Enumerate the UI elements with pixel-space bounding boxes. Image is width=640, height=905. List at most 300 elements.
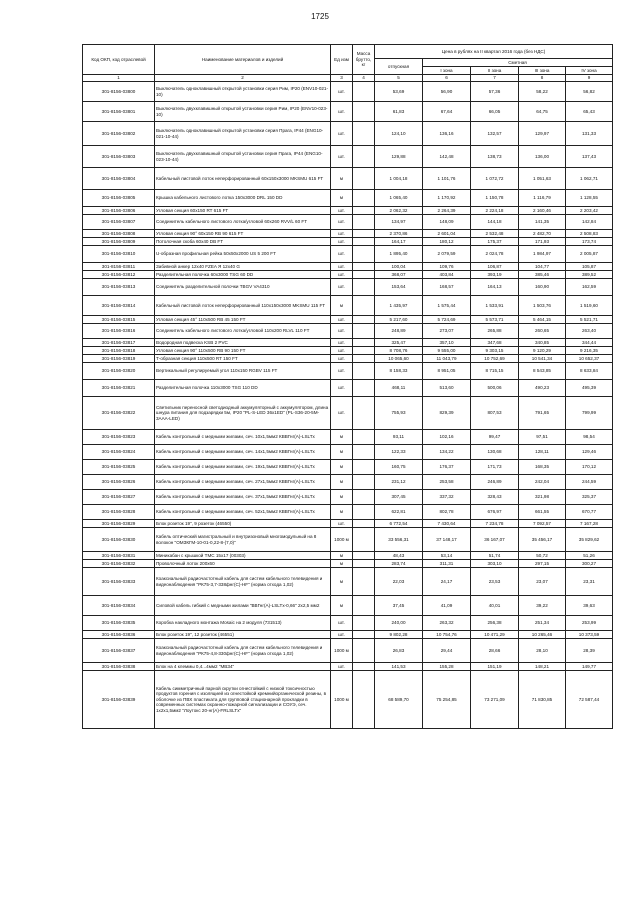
table-cell-zone1: 9 555,00	[423, 347, 471, 355]
table-cell-code: 301-8156-03830	[83, 528, 155, 552]
table-cell-release-price: 2 370,86	[375, 230, 423, 238]
table-cell-name: Кабель контрольный с медными жилами, сеч. 19х1,5мм2 КВВГнг(А)-LSLTx	[155, 460, 331, 475]
table-cell-zone2: 36 167,07	[471, 528, 519, 552]
table-cell-unit: м	[331, 596, 353, 616]
table-cell-mass	[353, 639, 375, 663]
table-cell-zone2: 1 072,72	[471, 168, 519, 190]
table-cell-release-price: 134,97	[375, 215, 423, 230]
table-cell-mass	[353, 490, 375, 505]
table-cell-name: Блок розеток 19", 9 розеток (46550)	[155, 520, 331, 528]
table-cell-zone1: 802,78	[423, 505, 471, 520]
table-cell-mass	[353, 631, 375, 639]
table-cell-zone3: 791,65	[519, 397, 566, 430]
table-cell-zone1: 24,17	[423, 568, 471, 596]
table-cell-zone2: 2 532,48	[471, 230, 519, 238]
table-cell-mass	[353, 380, 375, 397]
table-cell-name: Блок на 4 клеммы 0,4...4мм2 "МВЗ4"	[155, 663, 331, 671]
table-cell-code: 301-8156-03809	[83, 238, 155, 246]
table-cell-name: Коробка накладного монтажа Mosaic на 2 модуля (731513)	[155, 616, 331, 631]
table-cell-zone1: 253,58	[423, 475, 471, 490]
table-cell-code: 301-8156-03839	[83, 671, 155, 729]
table-row	[83, 263, 613, 271]
table-row	[83, 168, 613, 190]
table-cell-name: Миникабан с крышкой TMC 15х17 (00303)	[155, 552, 331, 560]
table-cell-zone3: 2 482,70	[519, 230, 566, 238]
table-cell-unit: шт.	[331, 146, 353, 168]
header-unit: Ед изм	[331, 45, 353, 75]
table-cell-unit: шт.	[331, 122, 353, 146]
table-cell-name: Светильник переносной светодиодный аккумуляторный с аккумулятором, длина шнура питания для подзарядки 5м, IP20 "PL-S-LED 36x1ED" (PL-S36-20-5M-3AAA-LED)	[155, 397, 331, 430]
table-cell-name: Кабельный листовой лоток неперфорированный 110х150х3000 MKSMU 115 FT	[155, 296, 331, 316]
table-cell-mass	[353, 568, 375, 596]
table-cell-zone2: 1 533,91	[471, 296, 519, 316]
table-cell-zone2: 171,73	[471, 460, 519, 475]
table-cell-name: Разделительная полочка 110х3000 TSG 110 DD	[155, 380, 331, 397]
index-cell: 2	[155, 75, 331, 82]
table-row	[83, 347, 613, 355]
table-cell-zone1: 155,28	[423, 663, 471, 671]
table-cell-code: 301-8156-03810	[83, 246, 155, 263]
table-cell-zone2: 328,43	[471, 490, 519, 505]
table-cell-zone4: 1 128,55	[566, 190, 613, 207]
table-cell-release-price: 100,04	[375, 263, 423, 271]
table-cell-release-price: 2 062,32	[375, 207, 423, 215]
table-cell-release-price: 6 772,54	[375, 520, 423, 528]
table-cell-code: 301-8156-03824	[83, 445, 155, 460]
table-cell-unit: шт.	[331, 339, 353, 347]
table-cell-zone4: 98,54	[566, 430, 613, 445]
table-cell-release-price: 10 065,60	[375, 355, 423, 363]
table-cell-zone1: 41,09	[423, 596, 471, 616]
table-cell-zone4: 8 633,84	[566, 363, 613, 380]
table-cell-zone4: 129,46	[566, 445, 613, 460]
table-cell-name: Выключатель одноклавишный открытой установки серия Рим, IP20 (ENV10-021-10)	[155, 82, 331, 102]
table-row	[83, 122, 613, 146]
table-cell-zone4: 670,77	[566, 505, 613, 520]
table-cell-release-price: 124,10	[375, 122, 423, 146]
table-cell-zone4: 2 005,87	[566, 246, 613, 263]
table-cell-unit: шт.	[331, 215, 353, 230]
table-cell-mass	[353, 122, 375, 146]
table-cell-code: 301-8156-03821	[83, 380, 155, 397]
table-cell-mass	[353, 339, 375, 347]
table-cell-zone3: 168,35	[519, 460, 566, 475]
table-cell-mass	[353, 397, 375, 430]
table-row	[83, 445, 613, 460]
table-cell-zone2: 393,19	[471, 271, 519, 279]
table-cell-zone3: 64,75	[519, 102, 566, 122]
table-cell-code: 301-8156-03806	[83, 207, 155, 215]
table-cell-release-price: 122,33	[375, 445, 423, 460]
table-cell-release-price: 283,74	[375, 560, 423, 568]
table-cell-code: 301-8156-03817	[83, 339, 155, 347]
table-cell-mass	[353, 230, 375, 238]
table-cell-zone1: 403,84	[423, 271, 471, 279]
table-row	[83, 271, 613, 279]
table-cell-unit: шт.	[331, 347, 353, 355]
table-cell-name: Выключатель одноклавишный открытой установки серия Прага, IP44 (ENG10-021-10-44)	[155, 122, 331, 146]
table-cell-unit: шт.	[331, 663, 353, 671]
table-cell-name: Забивной анкер 12х40 FZEA Я 12х40 G	[155, 263, 331, 271]
table-cell-unit: шт.	[331, 271, 353, 279]
table-cell-zone3: 242,04	[519, 475, 566, 490]
table-cell-mass	[353, 279, 375, 296]
table-cell-zone3: 129,97	[519, 122, 566, 146]
index-row	[83, 75, 613, 82]
table-cell-mass	[353, 168, 375, 190]
table-cell-release-price: 61,83	[375, 102, 423, 122]
table-cell-mass	[353, 355, 375, 363]
table-cell-zone2: 40,01	[471, 596, 519, 616]
table-row	[83, 528, 613, 552]
table-cell-zone1: 148,09	[423, 215, 471, 230]
table-cell-zone2: 9 303,15	[471, 347, 519, 355]
table-cell-zone4: 9 216,35	[566, 347, 613, 355]
table-cell-zone2: 2 024,78	[471, 246, 519, 263]
table-cell-name: Выключатель двухклавишный открытой установки серия Прага, IP44 (ENG10-023-10-44)	[155, 146, 331, 168]
table-cell-code: 301-8156-03828	[83, 505, 155, 520]
table-cell-zone1: 29,44	[423, 639, 471, 663]
table-cell-code: 301-8156-03804	[83, 168, 155, 190]
table-cell-name: Разделительная полочка 60х3000 TSG 60 DD	[155, 271, 331, 279]
table-cell-zone4: 51,26	[566, 552, 613, 560]
table-cell-zone2: 2 224,18	[471, 207, 519, 215]
table-cell-unit: шт.	[331, 82, 353, 102]
table-cell-zone1: 1 575,44	[423, 296, 471, 316]
table-row	[83, 552, 613, 560]
table-cell-zone1: 337,32	[423, 490, 471, 505]
table-cell-release-price: 53,69	[375, 82, 423, 102]
table-cell-release-price: 1 435,97	[375, 296, 423, 316]
header-zone1: I зона	[423, 67, 471, 75]
table-cell-release-price: 160,75	[375, 460, 423, 475]
table-cell-release-price: 248,89	[375, 324, 423, 339]
table-cell-code: 301-8156-03822	[83, 397, 155, 430]
header-name: Наименование материалов и изделий	[155, 45, 331, 75]
table-cell-code: 301-8156-03812	[83, 271, 155, 279]
table-cell-zone3: 141,35	[519, 215, 566, 230]
table-cell-name: Кабель оптический магистральный и внутризоновый многомодульный на 8 волокон "ОМЗКГМ-10-01-0,22-8-(7,0)"	[155, 528, 331, 552]
table-cell-zone2: 10 471,29	[471, 631, 519, 639]
table-row	[83, 397, 613, 430]
table-cell-release-price: 231,12	[375, 475, 423, 490]
table-cell-zone1: 168,57	[423, 279, 471, 296]
table-cell-zone4: 39,63	[566, 596, 613, 616]
table-cell-mass	[353, 238, 375, 246]
table-cell-code: 301-8156-03835	[83, 616, 155, 631]
table-cell-code: 301-8156-03836	[83, 631, 155, 639]
table-row	[83, 230, 613, 238]
table-cell-zone1: 134,22	[423, 445, 471, 460]
table-cell-unit: м	[331, 505, 353, 520]
table-cell-code: 301-8156-03823	[83, 430, 155, 445]
table-cell-zone4: 2 508,83	[566, 230, 613, 238]
table-cell-code: 301-8156-03814	[83, 296, 155, 316]
table-cell-zone4: 263,40	[566, 324, 613, 339]
table-cell-code: 301-8156-03800	[83, 82, 155, 102]
table-row	[83, 190, 613, 207]
table-cell-zone2: 676,97	[471, 505, 519, 520]
table-cell-release-price: 33 556,31	[375, 528, 423, 552]
table-cell-mass	[353, 363, 375, 380]
table-cell-zone4: 253,99	[566, 616, 613, 631]
table-cell-mass	[353, 671, 375, 729]
table-cell-name: Угловая секция 90° 110х500 RB 90 150 FT	[155, 347, 331, 355]
table-cell-name: Кабель контрольный с медными жилами, сеч. 37х1,5мм2 КВВГнг(А)-LSLTx	[155, 490, 331, 505]
table-cell-zone3: 97,51	[519, 430, 566, 445]
table-cell-zone1: 829,39	[423, 397, 471, 430]
table-cell-code: 301-8156-03816	[83, 324, 155, 339]
table-cell-mass	[353, 82, 375, 102]
header-price-group: Цена в рублях на II квартал 2016 года (без НДС)	[375, 45, 613, 59]
table-cell-zone3: 2 160,46	[519, 207, 566, 215]
table-cell-name: Кабельный листовой лоток неперфорированный 60х150х3000 MKSMU 615 FT	[155, 168, 331, 190]
table-cell-release-price: 307,45	[375, 490, 423, 505]
table-cell-zone4: 300,27	[566, 560, 613, 568]
table-cell-name: Кабель контрольный с медными жилами, сеч. 14х1,5мм2 КВВГнг(А)-LSLTx	[155, 445, 331, 460]
table-cell-mass	[353, 596, 375, 616]
table-cell-mass	[353, 475, 375, 490]
table-cell-mass	[353, 146, 375, 168]
table-cell-zone3: 385,46	[519, 271, 566, 279]
table-cell-code: 301-8156-03834	[83, 596, 155, 616]
table-cell-name: Водородная подвеска KSB 2 PVC	[155, 339, 331, 347]
table-cell-code: 301-8156-03833	[83, 568, 155, 596]
table-cell-zone1: 263,32	[423, 616, 471, 631]
table-cell-zone3: 297,15	[519, 560, 566, 568]
table-cell-code: 301-8156-03811	[83, 263, 155, 271]
table-cell-code: 301-8156-03831	[83, 552, 155, 560]
table-cell-unit: шт.	[331, 207, 353, 215]
table-row	[83, 490, 613, 505]
table-row	[83, 568, 613, 596]
table-row	[83, 146, 613, 168]
table-cell-zone3: 1 503,76	[519, 296, 566, 316]
table-cell-release-price: 164,17	[375, 238, 423, 246]
page-number: 1725	[311, 12, 329, 21]
table-cell-unit: шт.	[331, 520, 353, 528]
header-zone3: III зона	[519, 67, 566, 75]
table-cell-code: 301-8156-03832	[83, 560, 155, 568]
table-cell-release-price: 129,88	[375, 146, 423, 168]
table-cell-code: 301-8156-03819	[83, 355, 155, 363]
index-cell: 4	[353, 75, 375, 82]
table-cell-unit: шт.	[331, 380, 353, 397]
table-row	[83, 475, 613, 490]
table-cell-zone4: 1 519,60	[566, 296, 613, 316]
table-cell-zone4: 35 829,62	[566, 528, 613, 552]
table-row	[83, 460, 613, 475]
table-cell-release-price: 622,81	[375, 505, 423, 520]
table-cell-mass	[353, 316, 375, 324]
table-cell-zone4: 72 587,44	[566, 671, 613, 729]
table-cell-code: 301-8156-03805	[83, 190, 155, 207]
table-cell-release-price: 1 004,18	[375, 168, 423, 190]
table-row	[83, 102, 613, 122]
table-cell-zone4: 799,99	[566, 397, 613, 430]
table-cell-zone3: 35 456,17	[519, 528, 566, 552]
table-cell-code: 301-8156-03801	[83, 102, 155, 122]
table-cell-name: Крышка кабельного листового лотка 150х3000 DRL 150 DD	[155, 190, 331, 207]
header-release: отпускная	[375, 59, 423, 75]
table-row	[83, 355, 613, 363]
table-cell-zone2: 138,73	[471, 146, 519, 168]
table-cell-unit: м	[331, 445, 353, 460]
table-cell-zone2: 303,10	[471, 560, 519, 568]
table-cell-zone4: 142,84	[566, 215, 613, 230]
table-cell-release-price: 22,03	[375, 568, 423, 596]
table-row	[83, 520, 613, 528]
table-cell-zone2: 7 234,78	[471, 520, 519, 528]
table-cell-code: 301-8156-03827	[83, 490, 155, 505]
table-cell-zone1: 8 951,05	[423, 363, 471, 380]
table-cell-zone3: 28,10	[519, 639, 566, 663]
table-cell-zone3: 136,00	[519, 146, 566, 168]
table-cell-zone4: 5 521,71	[566, 316, 613, 324]
table-cell-mass	[353, 207, 375, 215]
table-cell-mass	[353, 102, 375, 122]
table-cell-mass	[353, 263, 375, 271]
table-cell-zone3: 1 116,79	[519, 190, 566, 207]
table-cell-code: 301-8156-03837	[83, 639, 155, 663]
table-cell-release-price: 93,11	[375, 430, 423, 445]
table-cell-zone2: 151,19	[471, 663, 519, 671]
table-cell-zone3: 104,77	[519, 263, 566, 271]
table-cell-mass	[353, 552, 375, 560]
table-cell-zone1: 2 264,39	[423, 207, 471, 215]
table-cell-mass	[353, 528, 375, 552]
table-row	[83, 238, 613, 246]
table-row	[83, 505, 613, 520]
table-cell-mass	[353, 190, 375, 207]
table-cell-unit: шт.	[331, 397, 353, 430]
table-cell-unit: м	[331, 168, 353, 190]
table-cell-zone2: 99,47	[471, 430, 519, 445]
table-cell-zone3: 490,23	[519, 380, 566, 397]
table-cell-zone2: 23,53	[471, 568, 519, 596]
table-cell-zone3: 160,90	[519, 279, 566, 296]
table-cell-zone3: 340,85	[519, 339, 566, 347]
table-cell-zone2: 500,06	[471, 380, 519, 397]
table-cell-release-price: 26,83	[375, 639, 423, 663]
table-cell-zone1: 67,64	[423, 102, 471, 122]
table-cell-code: 301-8156-03825	[83, 460, 155, 475]
table-row	[83, 596, 613, 616]
table-cell-name: Кабель контрольный с медными жилами, сеч. 52х1,5мм2 КВВГнг(А)-LSLTx	[155, 505, 331, 520]
index-cell: 3	[331, 75, 353, 82]
table-cell-name: Коаксиальный радиочастотный кабель для систем кабельного телевидения и видеонаблюдения "РК75-4,8-330фнг(С)-HF" (норма отхода 1,02)	[155, 639, 331, 663]
table-cell-zone4: 325,37	[566, 490, 613, 505]
table-row	[83, 363, 613, 380]
table-cell-unit: м	[331, 296, 353, 316]
table-cell-zone3: 50,72	[519, 552, 566, 560]
table-cell-release-price: 755,93	[375, 397, 423, 430]
table-cell-zone3: 39,22	[519, 596, 566, 616]
table-cell-unit: шт.	[331, 263, 353, 271]
table-cell-zone4: 149,77	[566, 663, 613, 671]
table-cell-name: Коаксиальный радиочастотный кабель для систем кабельного телевидения и видеонаблюдения "РК75-3,7-338фнг(С)-HF" (норма отхода 1,02)	[155, 568, 331, 596]
table-cell-zone4: 7 167,28	[566, 520, 613, 528]
table-cell-unit: м	[331, 475, 353, 490]
table-cell-unit: шт.	[331, 316, 353, 324]
table-cell-zone1: 75 254,85	[423, 671, 471, 729]
table-cell-unit: шт.	[331, 102, 353, 122]
table-row	[83, 663, 613, 671]
table-cell-code: 301-8156-03808	[83, 230, 155, 238]
table-cell-name: Т-образная секция 110х500 RT 150 FT	[155, 355, 331, 363]
table-cell-zone1: 56,90	[423, 82, 471, 102]
table-cell-zone4: 170,12	[566, 460, 613, 475]
table-cell-mass	[353, 616, 375, 631]
table-cell-release-price: 5 217,60	[375, 316, 423, 324]
table-cell-zone1: 2 601,04	[423, 230, 471, 238]
table-row	[83, 279, 613, 296]
table-cell-zone1: 176,37	[423, 460, 471, 475]
index-cell: 5	[375, 75, 423, 82]
table-cell-mass	[353, 347, 375, 355]
table-cell-unit: шт.	[331, 324, 353, 339]
table-cell-zone2: 807,53	[471, 397, 519, 430]
table-row	[83, 380, 613, 397]
table-cell-zone1: 37 148,17	[423, 528, 471, 552]
table-cell-zone4: 23,31	[566, 568, 613, 596]
table-cell-name: Кабель симметричный парной скрутки огнестойкий с низкой токсичностью продуктов горения с изоляцией из огнестойкой кремнийорганической резины, в оболочке из ПВХ пластиката для групповой стационарной прокладки в современных системах охранно-пожарной сигнализации и СОУЭ, сеч. 1х2х1,5мм2 "Лоутокс 20-нг(А)-FRLSLTx"	[155, 671, 331, 729]
table-cell-unit: шт.	[331, 238, 353, 246]
table-cell-zone2: 8 715,15	[471, 363, 519, 380]
table-cell-release-price: 8 708,76	[375, 347, 423, 355]
index-cell: 7	[471, 75, 519, 82]
table-cell-zone1: 102,16	[423, 430, 471, 445]
table-cell-zone4: 173,74	[566, 238, 613, 246]
table-cell-zone3: 58,22	[519, 82, 566, 102]
table-cell-name: Вертикальный регулируемый угол 110х150 RGBV 115 FT	[155, 363, 331, 380]
table-cell-zone2: 265,88	[471, 324, 519, 339]
table-row	[83, 616, 613, 631]
table-cell-zone3: 7 092,57	[519, 520, 566, 528]
table-cell-zone2: 106,87	[471, 263, 519, 271]
table-cell-unit: шт.	[331, 279, 353, 296]
table-cell-zone2: 28,66	[471, 639, 519, 663]
table-cell-zone2: 144,18	[471, 215, 519, 230]
table-cell-mass	[353, 271, 375, 279]
table-cell-name: Выключатель двухклавишный открытой установки серия Рим, IP20 (ENV10-023-10)	[155, 102, 331, 122]
table-cell-release-price: 368,07	[375, 271, 423, 279]
table-cell-unit: шт.	[331, 363, 353, 380]
table-cell-code: 301-8156-03820	[83, 363, 155, 380]
table-cell-release-price: 141,53	[375, 663, 423, 671]
index-cell: 8	[519, 75, 566, 82]
table-cell-zone4: 162,59	[566, 279, 613, 296]
table-cell-release-price: 240,00	[375, 616, 423, 631]
table-cell-release-price: 153,64	[375, 279, 423, 296]
table-cell-zone2: 132,57	[471, 122, 519, 146]
table-cell-zone1: 2 079,59	[423, 246, 471, 263]
table-cell-zone2: 73 271,09	[471, 671, 519, 729]
table-cell-unit: шт.	[331, 355, 353, 363]
table-cell-zone3: 260,65	[519, 324, 566, 339]
table-row	[83, 430, 613, 445]
table-cell-code: 301-8156-03826	[83, 475, 155, 490]
table-cell-code: 301-8156-03818	[83, 347, 155, 355]
table-cell-mass	[353, 430, 375, 445]
table-cell-zone3: 5 464,15	[519, 316, 566, 324]
header-zone4: IV зона	[566, 67, 613, 75]
table-cell-release-price: 9 802,28	[375, 631, 423, 639]
table-cell-name: Силовой кабель гибкий с медными жилами "ВВГнг(А)-LSLTx-0,66" 2х2,5 мм2	[155, 596, 331, 616]
table-cell-unit: м	[331, 190, 353, 207]
table-cell-code: 301-8156-03802	[83, 122, 155, 146]
table-cell-zone3: 251,34	[519, 616, 566, 631]
